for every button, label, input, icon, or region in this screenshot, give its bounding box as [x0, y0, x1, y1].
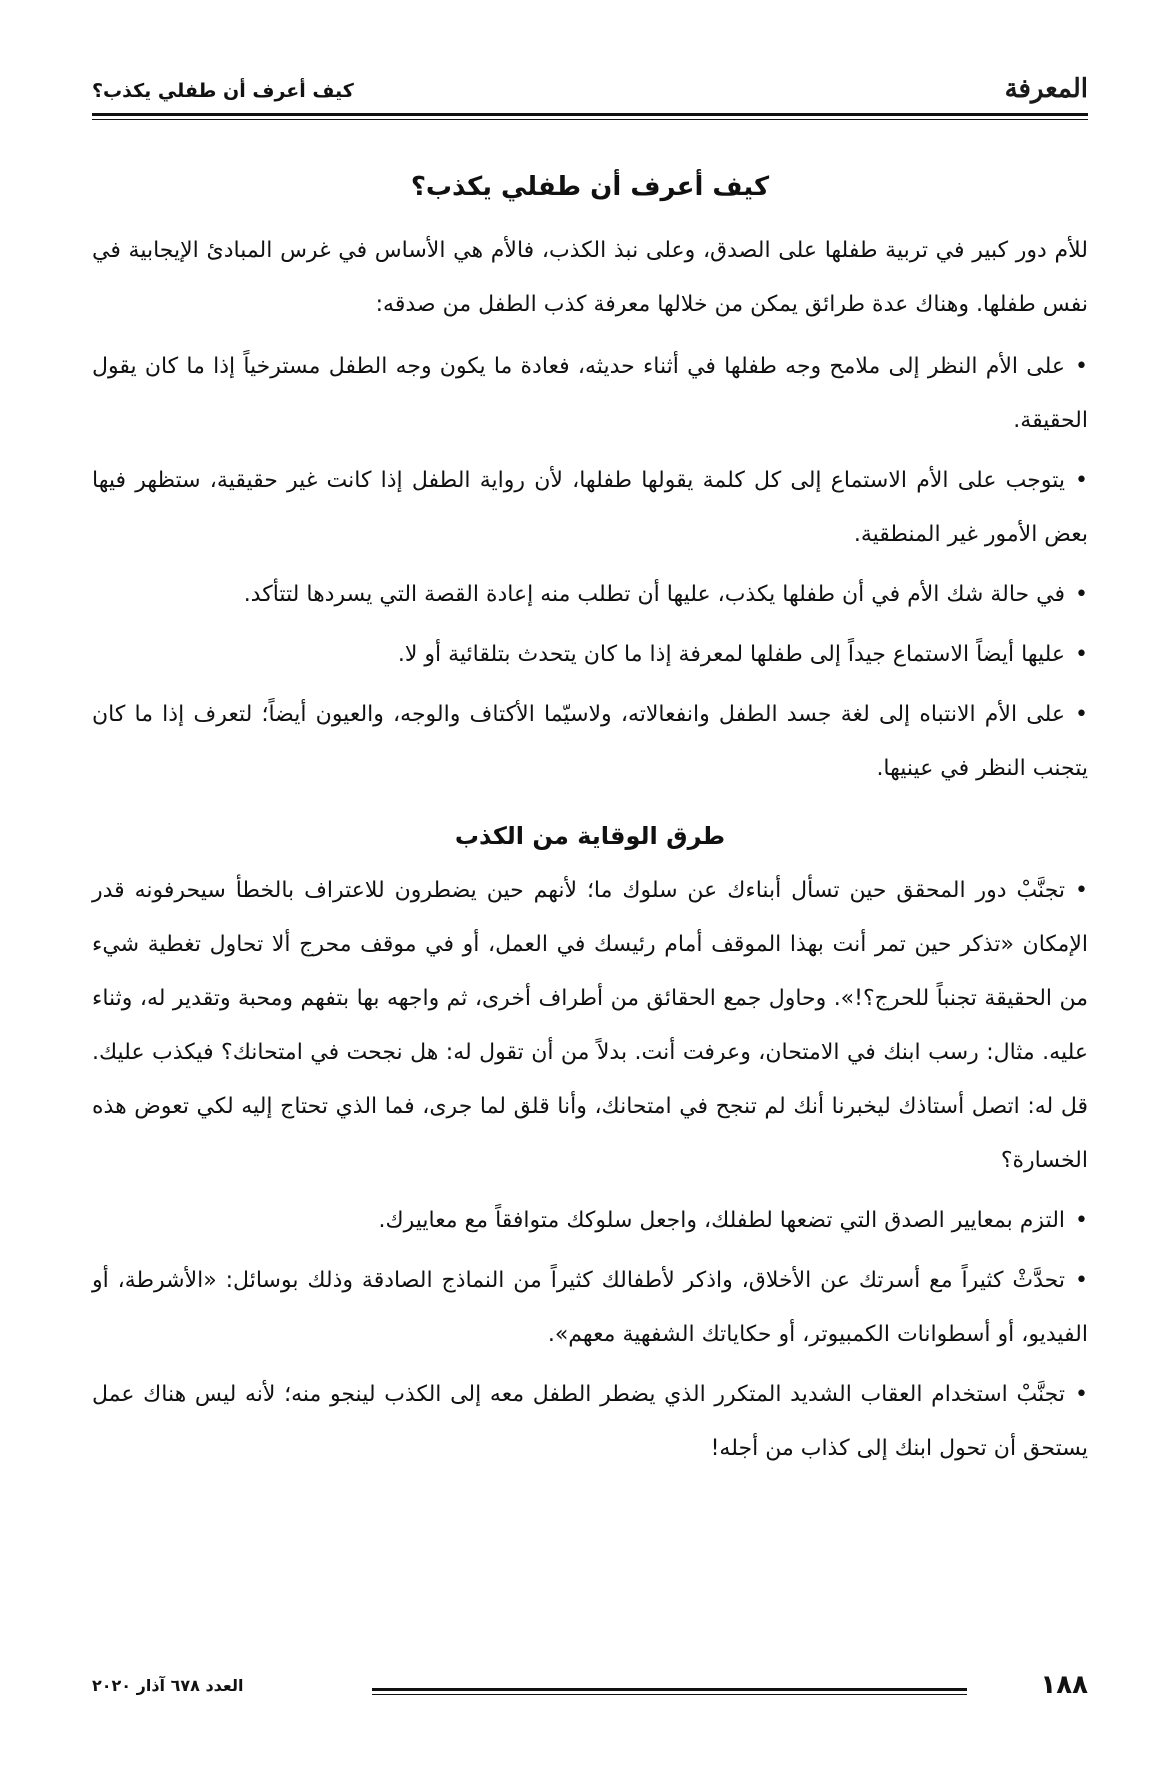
article-title: كيف أعرف أن طفلي يكذب؟: [410, 172, 770, 202]
footer-rule-thick: [372, 1688, 967, 1691]
magazine-logo: المعرفة: [1004, 74, 1088, 104]
bullet-text: تجنَّبْ دور المحقق حين تسأل أبناءك عن سلوك ما؛ لأنهم حين يضطرون للاعتراف بالخطأ سيحرفونه قدر الإمكان «تذكر حين تمر أنت بهذا الموقف أمام رئيسك في العمل، أو في موقف محرج ألا تحاول تغطية شيء من الحقيقة تجنباً للحرج؟!». وحاول جمع الحقائق من أطراف أخرى، ثم واجهه بها بتفهم ومحبة وتقدير له، وثناء عليه. مثال: رسب ابنك في الامتحان، وعرفت أنت. بدلاً من أن تقول له: هل نجحت في امتحانك؟ فيكذب عليك. قل له: اتصل أستاذك ليخبرنا أنك لم تنجح في امتحانك، وأنا قلق لما جرى، فما الذي تحتاج إليه لكي تعوض هذه الخسارة؟: [92, 878, 1088, 1173]
bullet-icon: •: [1075, 468, 1088, 493]
bullet-text: تجنَّبْ استخدام العقاب الشديد المتكرر الذي يضطر الطفل معه إلى الكذب لينجو منه؛ لأنه ليس هناك عمل يستحق أن تحول ابنك إلى كذاب من أجله!: [92, 1382, 1088, 1461]
bullet-text: تحدَّثْ كثيراً مع أسرتك عن الأخلاق، واذكر لأطفالك كثيراً من النماذج الصادقة وذلك بوسائل: «الأشرطة، أو الفيديو، أو أسطوانات الكمبيوتر، أو حكاياتك الشفهية معهم».: [92, 1268, 1088, 1347]
bullet-item: [92, 1368, 1088, 1476]
header-rule-thick: [92, 113, 1088, 116]
bullet-icon: •: [1075, 354, 1088, 379]
section-title: طرق الوقاية من الكذب: [454, 822, 726, 850]
bullet-icon: •: [1075, 702, 1088, 727]
bullet-icon: •: [1075, 642, 1088, 667]
article-body: [92, 160, 1088, 1482]
bullet-icon: •: [1075, 582, 1088, 607]
bullet-item: [92, 864, 1088, 1188]
bullet-item: [92, 1194, 1088, 1248]
page-number: ١٨٨: [1040, 1670, 1088, 1700]
bullet-icon: •: [1075, 1382, 1088, 1407]
bullet-icon: •: [1075, 1208, 1088, 1233]
bullet-item: [92, 628, 1088, 682]
bullet-item: [92, 340, 1088, 448]
bullet-text: على الأم الانتباه إلى لغة جسد الطفل وانفعالاته، ولاسيّما الأكتاف والوجه، والعيون أيضاً؛ لتعرف إذا ما كان يتجنب النظر في عينيها.: [92, 702, 1088, 781]
bullet-item: [92, 568, 1088, 622]
bullet-text: التزم بمعايير الصدق التي تضعها لطفلك، واجعل سلوكك متوافقاً مع معاييرك.: [378, 1208, 1066, 1233]
footer-rule-thin: [372, 1694, 967, 1695]
bullet-item: [92, 454, 1088, 562]
bullet-item: [92, 1254, 1088, 1362]
issue-info: العدد ٦٧٨ آذار ٢٠٢٠: [92, 1676, 244, 1695]
bullet-text: يتوجب على الأم الاستماع إلى كل كلمة يقولها طفلها، لأن رواية الطفل إذا كانت غير حقيقية، ستظهر فيها بعض الأمور غير المنطقية.: [92, 468, 1088, 547]
bullet-item: [92, 688, 1088, 796]
bullet-text: عليها أيضاً الاستماع جيداً إلى طفلها لمعرفة إذا ما كان يتحدث بتلقائية أو لا.: [397, 642, 1066, 667]
bullet-icon: •: [1075, 1268, 1088, 1293]
bullet-text: على الأم النظر إلى ملامح وجه طفلها في أثناء حديثه، فعادة ما يكون وجه الطفل مسترخياً إذا ما كان يقول الحقيقة.: [92, 354, 1088, 433]
running-title: كيف أعرف أن طفلي يكذب؟: [92, 80, 354, 102]
bullet-text: في حالة شك الأم في أن طفلها يكذب، عليها أن تطلب منه إعادة القصة التي يسردها لتتأكد.: [243, 582, 1066, 607]
page-footer: [92, 1670, 1088, 1710]
intro-paragraph: للأم دور كبير في تربية طفلها على الصدق، وعلى نبذ الكذب، فالأم هي الأساس في غرس المبادئ الإيجابية في نفس طفلها. وهناك عدة طرائق يمكن من خلالها معرفة كذب الطفل من صدقه:: [92, 238, 1088, 317]
header-rule-thin: [92, 119, 1088, 120]
page-header: [92, 68, 1088, 118]
bullet-icon: •: [1075, 878, 1088, 903]
